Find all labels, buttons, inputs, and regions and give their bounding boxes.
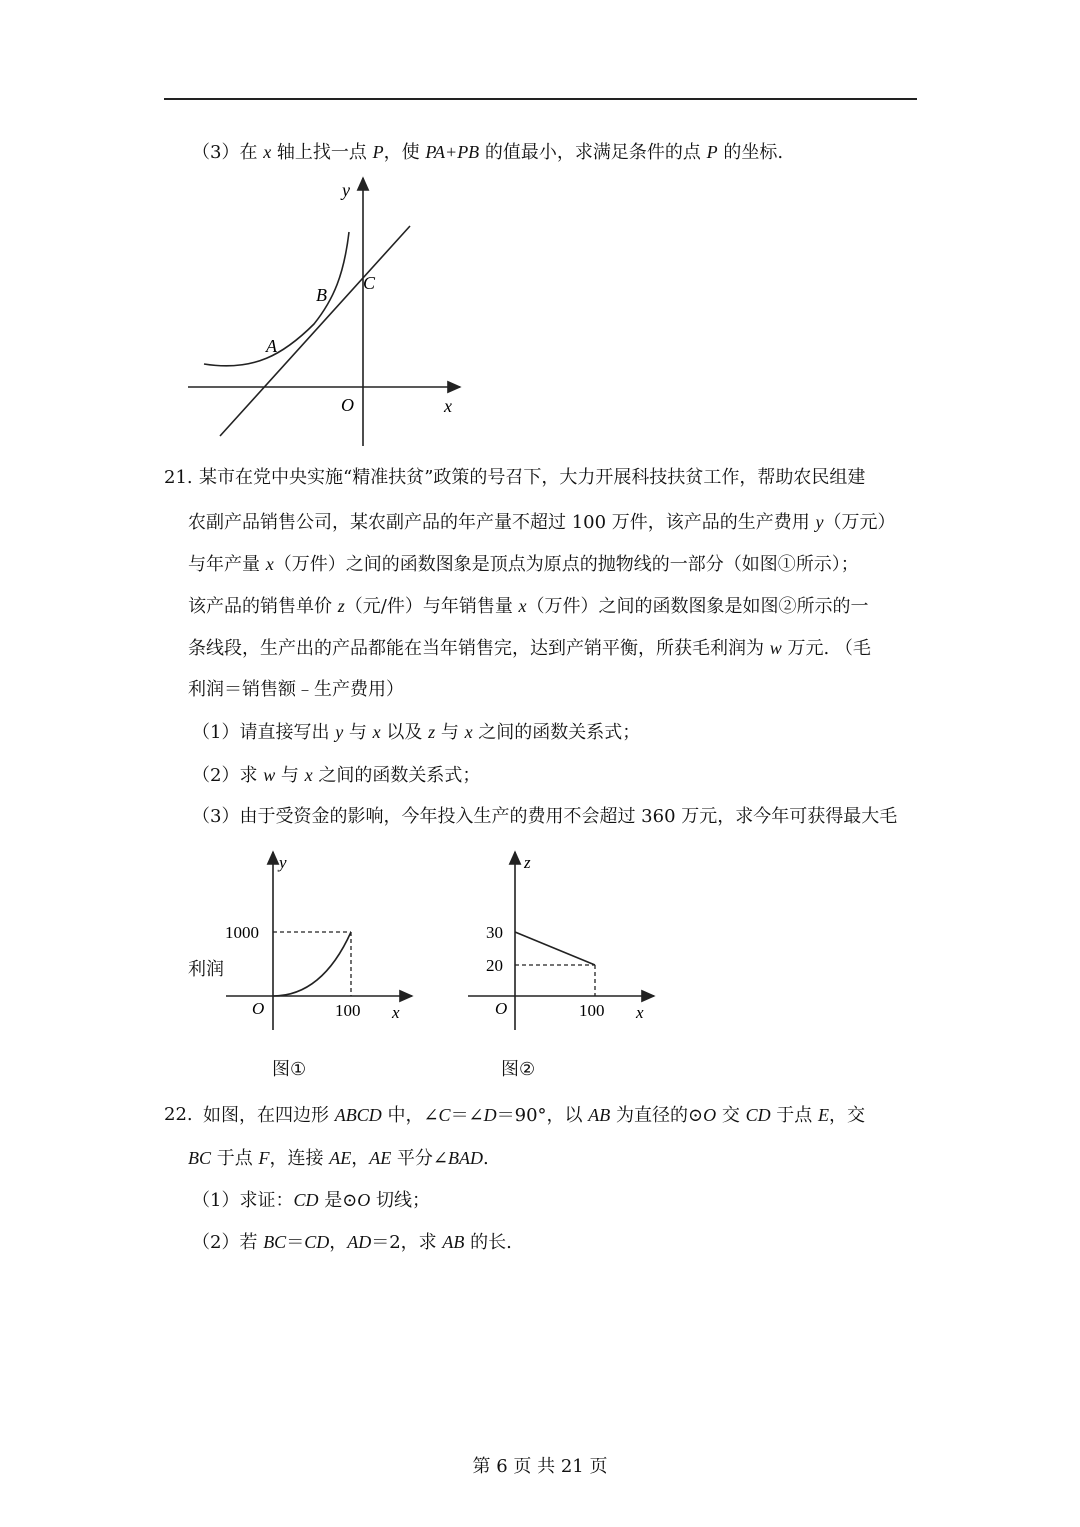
label-y: y bbox=[342, 180, 350, 200]
label-z: z bbox=[524, 853, 531, 872]
page-footer: 第 6 页 共 21 页 bbox=[472, 1456, 608, 1477]
label-x: x bbox=[444, 396, 452, 416]
parabola-curve bbox=[273, 932, 351, 996]
figure-2-caption: 图② bbox=[501, 1059, 536, 1080]
q21-line5: 条线段，生产出的产品都能在当年销售完，达到产销平衡，所获毛利润为 w 万元. （毛 bbox=[188, 638, 871, 659]
label-x: x bbox=[392, 1003, 400, 1022]
q21-line3: 与年产量 x（万件）之间的函数图象是顶点为原点的抛物线的一部分（如图①所示）； bbox=[188, 554, 859, 575]
q20-figure bbox=[184, 174, 474, 452]
tick-30: 30 bbox=[486, 923, 503, 942]
q21-part1: （1）请直接写出 y 与 x 以及 z 与 x 之间的函数关系式； bbox=[192, 722, 641, 743]
q22-line2: BC 于点 F，连接 AE，AE 平分∠BAD. bbox=[188, 1148, 489, 1169]
label-y: y bbox=[279, 853, 287, 872]
q20-part3: （3）在 x 轴上找一点 P，使 PA+PB 的值最小，求满足条件的点 P 的坐标. bbox=[192, 142, 784, 163]
q21-line1: 某市在党中央实施“精准扶贫”政策的号召下，大力开展科技扶贫工作，帮助农民组建 bbox=[199, 467, 866, 488]
figure-2 bbox=[464, 848, 664, 1033]
label-x: x bbox=[636, 1003, 644, 1022]
label-o: O bbox=[252, 999, 265, 1018]
label-a: A bbox=[266, 336, 277, 356]
tick-1000: 1000 bbox=[225, 923, 259, 942]
figure-1-caption: 图① bbox=[272, 1059, 307, 1080]
q22-number: 22. bbox=[164, 1104, 193, 1125]
figure-1 bbox=[222, 848, 422, 1033]
q22-part1: （1）求证：CD 是⊙O 切线； bbox=[192, 1190, 431, 1211]
segment-line bbox=[515, 932, 595, 965]
q21-number: 21. bbox=[164, 467, 193, 488]
q22-part2: （2）若 BC＝CD，AD＝2，求 AB 的长. bbox=[192, 1232, 512, 1253]
tick-20: 20 bbox=[486, 956, 503, 975]
label-c: C bbox=[363, 273, 376, 293]
tick-100: 100 bbox=[335, 1001, 361, 1020]
label-b: B bbox=[316, 285, 327, 305]
q21-part2: （2）求 w 与 x 之间的函数关系式； bbox=[192, 765, 481, 786]
label-o: O bbox=[341, 395, 354, 415]
q21-line4: 该产品的销售单价 z（元/件）与年销售量 x（万件）之间的函数图象是如图②所示的一 bbox=[188, 596, 869, 617]
label-o: O bbox=[495, 999, 508, 1018]
tick-100: 100 bbox=[579, 1001, 605, 1020]
q21-part3-continued: 利润 bbox=[188, 959, 224, 980]
q21-line2: 农副产品销售公司，某农副产品的年产量不超过 100 万件，该产品的生产费用 y（万元） bbox=[188, 512, 896, 533]
q21-line6: 利润＝销售额﹣生产费用） bbox=[188, 679, 404, 700]
header-rule bbox=[164, 98, 917, 100]
q22-line1: 如图，在四边形 ABCD 中，∠C＝∠D＝90°，以 AB 为直径的⊙O 交 CD 于点 E，交 bbox=[203, 1105, 866, 1126]
line-ac bbox=[220, 226, 410, 436]
q21-part3: （3）由于受资金的影响，今年投入生产的费用不会超过 360 万元，求今年可获得最大毛 bbox=[192, 806, 898, 827]
